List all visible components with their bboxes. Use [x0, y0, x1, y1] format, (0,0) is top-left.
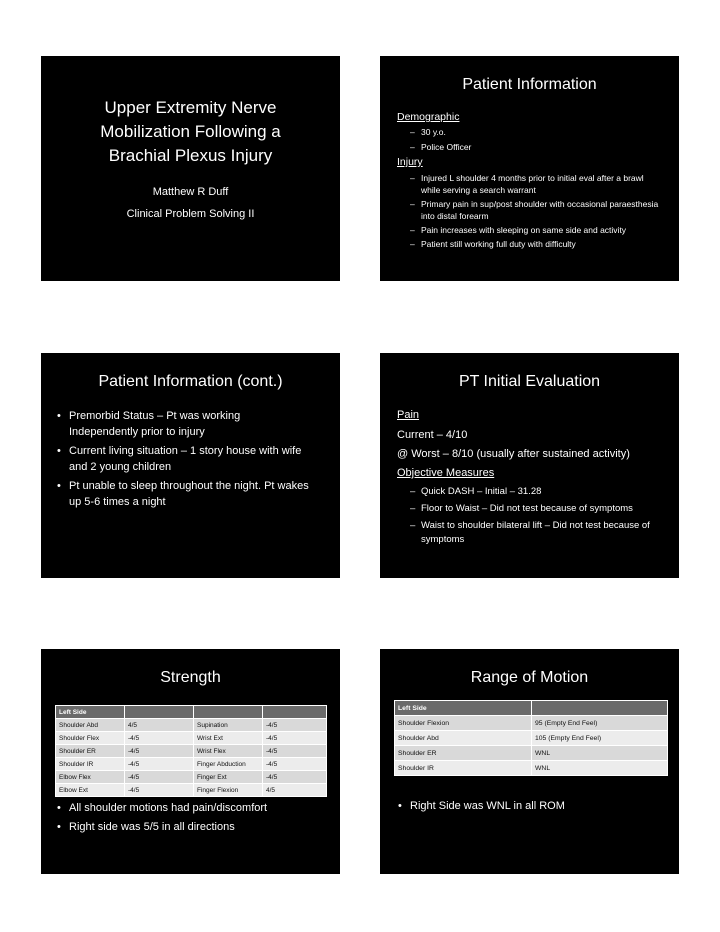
slide-range-of-motion — [380, 649, 679, 874]
pain-label: Pain — [397, 409, 420, 421]
worst-pain: @ Worst – 8/10 (usually after sustained activity) — [397, 448, 630, 460]
slide-title-page — [41, 56, 340, 281]
list-item: – Quick DASH – Initial – 31.28 — [410, 486, 542, 497]
list-item: – Injured L shoulder 4 months prior to initial eval after a brawl while serving a search warrant — [410, 173, 644, 195]
objective-measures-label: Objective Measures — [397, 467, 495, 479]
table-row: Shoulder Flex -4/5 Wrist Ext -4/5 — [56, 732, 327, 745]
bullet-list — [55, 408, 310, 513]
rom-table — [394, 700, 668, 776]
slide-heading: Patient Information (cont.) — [98, 373, 283, 390]
table-row: Shoulder Flexion 95 (Empty End Feel) — [395, 716, 668, 731]
slide-strength — [41, 649, 340, 874]
list-item: • Pt unable to sleep throughout the night. Pt wakes up 5-6 times a night — [57, 480, 309, 508]
list-item: • All shoulder motions had pain/discomfort — [57, 802, 268, 814]
slide-heading: Strength — [160, 669, 221, 686]
list-item: – 30 y.o. — [410, 127, 446, 137]
injury-label: Injury — [397, 156, 423, 168]
slide-heading: Patient Information — [462, 76, 597, 93]
course-name: Clinical Problem Solving II — [126, 208, 255, 220]
list-item: – Primary pain in sup/post shoulder with occasional paraesthesia into distal forearm — [410, 199, 659, 221]
demographic-label: Demographic — [397, 111, 460, 123]
list-item: – Pain increases with sleeping on same side and activity — [410, 225, 627, 235]
list-item: • Premorbid Status – Pt was working Independently prior to injury — [57, 410, 241, 438]
table-row: Elbow Ext -4/5 Finger Flexion 4/5 — [56, 784, 327, 797]
current-pain: Current – 4/10 — [397, 429, 468, 441]
slide-patient-information — [380, 56, 679, 281]
table-header-row: Left Side — [395, 701, 668, 716]
list-item: • Current living situation – 1 story house with wife and 2 young children — [57, 445, 302, 473]
strength-table — [55, 705, 327, 797]
author-name: Matthew R Duff — [152, 186, 229, 198]
table-row: Shoulder Abd 105 (Empty End Feel) — [395, 731, 668, 746]
list-item: – Police Officer — [410, 142, 472, 152]
list-item: • Right Side was WNL in all ROM — [398, 800, 565, 812]
slide-heading: PT Initial Evaluation — [458, 373, 601, 390]
presentation-title: Upper Extremity Nerve Mobilization Following a Brachial Plexus Injury — [100, 98, 281, 165]
table-row: Shoulder IR WNL — [395, 761, 668, 776]
table-row: Elbow Flex -4/5 Finger Ext -4/5 — [56, 771, 327, 784]
list-item: – Floor to Waist – Did not test because of symptoms — [410, 503, 633, 514]
list-item: – Patient still working full duty with difficulty — [410, 239, 576, 249]
table-row: Shoulder IR -4/5 Finger Abduction -4/5 — [56, 758, 327, 771]
table-header-row: Left Side — [56, 706, 327, 719]
table-row: Shoulder Abd 4/5 Supination -4/5 — [56, 719, 327, 732]
table-row: Shoulder ER -4/5 Wrist Flex -4/5 — [56, 745, 327, 758]
slide-pt-initial-evaluation — [380, 353, 679, 578]
list-item: – Waist to shoulder bilateral lift – Did not test because of symptoms — [410, 520, 650, 545]
bullet-list — [55, 800, 330, 838]
bullet-list — [396, 798, 669, 817]
table-row: Shoulder ER WNL — [395, 746, 668, 761]
slide-heading: Range of Motion — [470, 669, 589, 686]
list-item: • Right side was 5/5 in all directions — [57, 821, 235, 833]
slide-patient-information-cont — [41, 353, 340, 578]
